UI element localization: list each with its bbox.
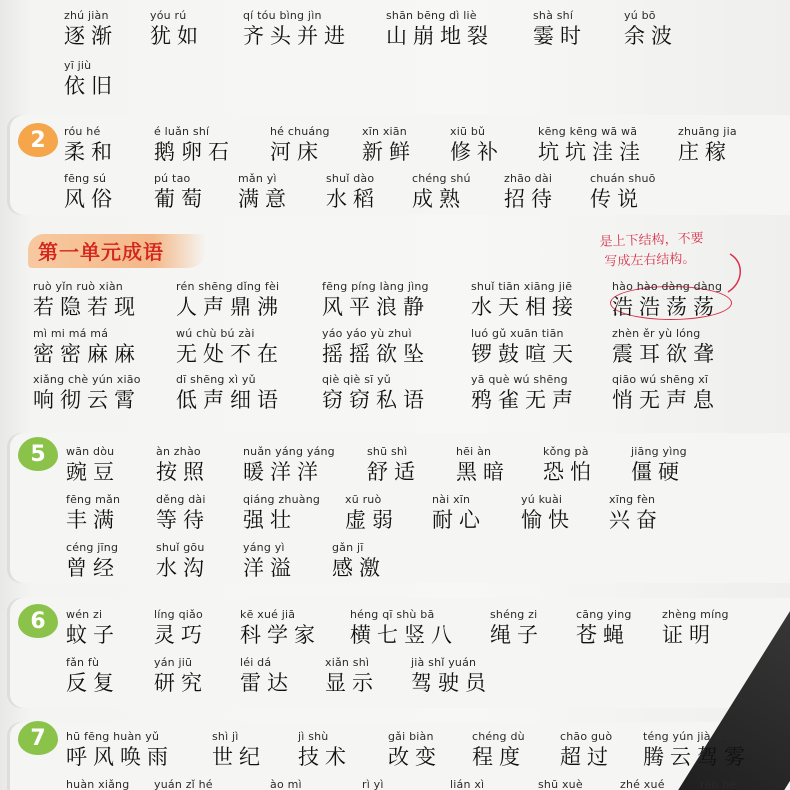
pinyin: yóu rú bbox=[150, 9, 187, 22]
pinyin: děng dài bbox=[156, 493, 206, 506]
hanzi: 齐头并进 bbox=[243, 24, 351, 48]
vocab-word bbox=[624, 9, 678, 49]
vocab-word bbox=[362, 778, 384, 790]
hanzi: 世纪 bbox=[212, 745, 266, 769]
handwritten-note bbox=[599, 229, 704, 273]
vocab-word bbox=[538, 125, 646, 165]
vocab-word bbox=[243, 541, 297, 581]
hanzi: 庄稼 bbox=[678, 140, 732, 164]
vocab-word bbox=[66, 493, 120, 533]
vocab-word bbox=[154, 172, 208, 212]
pinyin: shà shí bbox=[533, 9, 574, 22]
vocab-word bbox=[240, 608, 321, 648]
pinyin: léi dá bbox=[240, 656, 272, 669]
pinyin: chāo guò bbox=[560, 730, 613, 743]
vocab-word bbox=[490, 608, 544, 648]
vocab-word bbox=[64, 125, 118, 165]
pinyin: xīn xiān bbox=[362, 125, 407, 138]
vocab-word bbox=[450, 778, 484, 790]
pinyin: jiāng yìng bbox=[631, 445, 687, 458]
vocab-word bbox=[270, 778, 302, 790]
handwritten-note-line1: 是上下结构，不要 bbox=[599, 231, 704, 250]
pinyin: yán jiū bbox=[154, 656, 193, 669]
pinyin: zhèn ěr yù lóng bbox=[612, 327, 701, 340]
vocab-word bbox=[504, 172, 558, 212]
pinyin: qí tóu bìng jìn bbox=[243, 9, 322, 22]
pinyin: yáo yáo yù zhuì bbox=[322, 327, 412, 340]
vocab-word bbox=[576, 608, 632, 648]
hanzi: 满意 bbox=[238, 187, 292, 211]
idiom-section-title-bg bbox=[28, 234, 206, 268]
vocab-word bbox=[33, 327, 141, 367]
pinyin: fǎn fù bbox=[66, 656, 100, 669]
pinyin: wén zi bbox=[66, 608, 103, 621]
hanzi: 响彻云霄 bbox=[33, 388, 141, 412]
vocab-word bbox=[33, 373, 141, 413]
pinyin: qiè qiè sī yǔ bbox=[322, 373, 391, 386]
vocab-word bbox=[66, 778, 129, 790]
hanzi: 研究 bbox=[154, 671, 208, 695]
hanzi: 耐心 bbox=[432, 508, 486, 532]
vocab-word bbox=[64, 172, 118, 212]
hanzi: 丰满 bbox=[66, 508, 120, 532]
vocab-word bbox=[612, 280, 722, 320]
pinyin: shū shì bbox=[367, 445, 408, 458]
pinyin: rén shēng dǐng fèi bbox=[176, 280, 280, 293]
pinyin: shéng zi bbox=[490, 608, 538, 621]
hanzi: 舒适 bbox=[367, 460, 421, 484]
vocab-word bbox=[243, 445, 335, 485]
pinyin: héng qī shù bā bbox=[350, 608, 435, 621]
pinyin: hēi àn bbox=[456, 445, 492, 458]
hanzi: 鸦雀无声 bbox=[471, 388, 579, 412]
vocab-word bbox=[326, 172, 380, 212]
pinyin: zhé xué bbox=[620, 778, 665, 790]
hanzi: 洋溢 bbox=[243, 556, 297, 580]
hanzi: 反复 bbox=[66, 671, 120, 695]
vocab-word bbox=[450, 125, 504, 165]
hanzi: 显示 bbox=[325, 671, 379, 695]
hanzi: 证明 bbox=[662, 623, 716, 647]
hanzi: 横七竖八 bbox=[350, 623, 458, 647]
pinyin: yī jiù bbox=[64, 59, 92, 72]
hanzi: 水天相接 bbox=[471, 295, 579, 319]
vocab-word bbox=[543, 445, 597, 485]
vocab-word bbox=[590, 172, 656, 212]
vocab-word bbox=[609, 493, 663, 533]
pinyin: jì shù bbox=[298, 730, 329, 743]
pinyin: yú kuài bbox=[521, 493, 563, 506]
vocab-word bbox=[362, 125, 416, 165]
pinyin: qiāo wú shēng xī bbox=[612, 373, 709, 386]
vocab-word bbox=[533, 9, 587, 49]
vocab-word bbox=[631, 445, 687, 485]
hanzi: 风俗 bbox=[64, 187, 118, 211]
pinyin: é luǎn shí bbox=[154, 125, 210, 138]
vocab-word bbox=[521, 493, 575, 533]
pinyin: pú tao bbox=[154, 172, 191, 185]
hanzi: 成熟 bbox=[412, 187, 466, 211]
hanzi: 技术 bbox=[298, 745, 352, 769]
vocab-word bbox=[154, 656, 208, 696]
vocab-word bbox=[66, 656, 120, 696]
pinyin: chuán shuō bbox=[590, 172, 656, 185]
pinyin: shū xuè bbox=[538, 778, 583, 790]
pinyin: mǎn yì bbox=[238, 172, 277, 185]
vocab-word bbox=[456, 445, 510, 485]
hanzi: 摇摇欲坠 bbox=[322, 342, 430, 366]
hanzi: 苍蝇 bbox=[576, 623, 630, 647]
pinyin: shì jì bbox=[212, 730, 239, 743]
pinyin: ào mì bbox=[270, 778, 302, 790]
vocab-word bbox=[240, 656, 294, 696]
hanzi: 科学家 bbox=[240, 623, 321, 647]
pinyin: kēng kēng wā wā bbox=[538, 125, 638, 138]
pinyin: lián xì bbox=[450, 778, 485, 790]
hanzi: 绳子 bbox=[490, 623, 544, 647]
pinyin: céng jīng bbox=[66, 541, 119, 554]
hanzi: 呼风唤雨 bbox=[66, 745, 174, 769]
hanzi: 恐怕 bbox=[543, 460, 597, 484]
vocab-word bbox=[64, 59, 118, 99]
vocab-word bbox=[66, 730, 174, 770]
hanzi: 僵硬 bbox=[631, 460, 685, 484]
pinyin: shuǐ gōu bbox=[156, 541, 205, 554]
idiom-section-title: 第一单元成语 bbox=[38, 240, 164, 264]
hanzi: 等待 bbox=[156, 508, 210, 532]
pinyin: zhú jiàn bbox=[64, 9, 109, 22]
vocab-word bbox=[156, 541, 210, 581]
vocab-word bbox=[176, 327, 284, 367]
vocab-word bbox=[64, 9, 118, 49]
pinyin: xiǎng chè yún xiāo bbox=[33, 373, 141, 386]
vocab-word bbox=[643, 730, 751, 770]
hanzi: 犹如 bbox=[150, 24, 204, 48]
hanzi: 依旧 bbox=[64, 74, 118, 98]
hanzi: 按照 bbox=[156, 460, 210, 484]
hanzi: 鹅卵石 bbox=[154, 140, 235, 164]
vocab-word bbox=[243, 493, 320, 533]
hanzi: 蚊子 bbox=[66, 623, 120, 647]
pinyin: ruò yǐn ruò xiàn bbox=[33, 280, 123, 293]
handwritten-note-line2: 写成左右结构。 bbox=[604, 251, 696, 270]
vocab-word bbox=[332, 541, 386, 581]
vocab-word bbox=[411, 656, 492, 696]
vocab-word bbox=[678, 125, 737, 165]
hanzi: 招待 bbox=[504, 187, 558, 211]
vocab-word bbox=[662, 608, 729, 648]
vocab-word bbox=[471, 373, 579, 413]
vocab-word bbox=[243, 9, 351, 49]
vocab-word bbox=[412, 172, 471, 212]
pinyin: gǎn jī bbox=[332, 541, 364, 554]
hanzi: 程度 bbox=[472, 745, 526, 769]
pinyin: xiū bǔ bbox=[450, 125, 486, 138]
pinyin: wú chù bú zài bbox=[176, 327, 255, 340]
pinyin: hū fēng huàn yǔ bbox=[66, 730, 160, 743]
vocab-word bbox=[350, 608, 458, 648]
hanzi: 浩浩荡荡 bbox=[612, 295, 720, 319]
hanzi: 驾驶员 bbox=[411, 671, 492, 695]
hanzi: 虚弱 bbox=[345, 508, 399, 532]
vocab-word bbox=[472, 730, 526, 770]
hanzi: 人声鼎沸 bbox=[176, 295, 284, 319]
hanzi: 低声细语 bbox=[176, 388, 284, 412]
vocab-word bbox=[298, 730, 352, 770]
hanzi: 腾云驾雾 bbox=[643, 745, 751, 769]
hanzi: 豌豆 bbox=[66, 460, 120, 484]
vocab-word bbox=[367, 445, 421, 485]
vocab-word bbox=[388, 730, 442, 770]
pinyin: fēng mǎn bbox=[66, 493, 121, 506]
hanzi: 风平浪静 bbox=[322, 295, 430, 319]
vocab-word bbox=[560, 730, 614, 770]
vocab-word bbox=[150, 9, 204, 49]
hanzi: 余波 bbox=[624, 24, 678, 48]
hanzi: 兴奋 bbox=[609, 508, 663, 532]
hanzi: 锣鼓喧天 bbox=[471, 342, 579, 366]
hanzi: 新鲜 bbox=[362, 140, 416, 164]
hanzi: 改变 bbox=[388, 745, 442, 769]
vocab-word bbox=[612, 327, 720, 367]
hanzi: 山崩地裂 bbox=[386, 24, 494, 48]
pinyin: hé chuáng bbox=[270, 125, 330, 138]
vocab-word bbox=[156, 445, 210, 485]
lesson-6-badge: 6 bbox=[18, 604, 58, 638]
hanzi: 愉快 bbox=[521, 508, 575, 532]
hanzi: 水沟 bbox=[156, 556, 210, 580]
pinyin: yuán zǐ hé bbox=[154, 778, 213, 790]
vocab-word bbox=[154, 125, 235, 165]
pinyin: yáng yì bbox=[243, 541, 285, 554]
hanzi: 强壮 bbox=[243, 508, 297, 532]
vocab-word bbox=[66, 541, 120, 581]
pinyin: róu hé bbox=[64, 125, 101, 138]
pinyin: yú bō bbox=[624, 9, 656, 22]
pinyin: wān dòu bbox=[66, 445, 115, 458]
hanzi: 窃窃私语 bbox=[322, 388, 430, 412]
pinyin: rén hé bbox=[700, 778, 737, 790]
pinyin: xīng fèn bbox=[609, 493, 656, 506]
vocab-word bbox=[176, 280, 284, 320]
pinyin: chéng dù bbox=[472, 730, 525, 743]
vocab-word bbox=[33, 280, 141, 320]
hanzi: 无处不在 bbox=[176, 342, 284, 366]
pinyin: téng yún jià wù bbox=[643, 730, 731, 743]
pinyin: xū ruò bbox=[345, 493, 382, 506]
hanzi: 河床 bbox=[270, 140, 324, 164]
hanzi: 密密麻麻 bbox=[33, 342, 141, 366]
hanzi: 曾经 bbox=[66, 556, 120, 580]
lesson-5-badge: 5 bbox=[18, 437, 58, 471]
hanzi: 灵巧 bbox=[154, 623, 208, 647]
pinyin: cāng ying bbox=[576, 608, 632, 621]
pinyin: fēng sú bbox=[64, 172, 107, 185]
vocab-word bbox=[322, 373, 430, 413]
pinyin: zhèng míng bbox=[662, 608, 729, 621]
hanzi: 修补 bbox=[450, 140, 504, 164]
vocab-word bbox=[386, 9, 494, 49]
vocab-word bbox=[612, 373, 720, 413]
vocab-word bbox=[322, 280, 430, 320]
pinyin: kǒng pà bbox=[543, 445, 589, 458]
vocab-word bbox=[154, 608, 208, 648]
hanzi: 若隐若现 bbox=[33, 295, 141, 319]
hanzi: 传说 bbox=[590, 187, 644, 211]
vocab-word bbox=[154, 778, 213, 790]
pinyin: dī shēng xì yǔ bbox=[176, 373, 256, 386]
vocab-word bbox=[325, 656, 379, 696]
vocab-word bbox=[700, 778, 736, 790]
pinyin: zhuāng jia bbox=[678, 125, 737, 138]
vocab-word bbox=[432, 493, 486, 533]
vocab-word bbox=[345, 493, 399, 533]
hanzi: 超过 bbox=[560, 745, 614, 769]
pinyin: líng qiǎo bbox=[154, 608, 203, 621]
vocab-word bbox=[66, 445, 120, 485]
pinyin: yā què wú shēng bbox=[471, 373, 568, 386]
pinyin: àn zhào bbox=[156, 445, 201, 458]
pinyin: huàn xiǎng bbox=[66, 778, 130, 790]
vocab-word bbox=[156, 493, 210, 533]
vocab-word bbox=[322, 327, 430, 367]
hanzi: 雷达 bbox=[240, 671, 294, 695]
vocab-word bbox=[212, 730, 266, 770]
pinyin: hào hào dàng dàng bbox=[612, 280, 723, 293]
vocab-word bbox=[620, 778, 665, 790]
pinyin: zhāo dài bbox=[504, 172, 553, 185]
vocab-word bbox=[270, 125, 330, 165]
vocab-word bbox=[538, 778, 583, 790]
hanzi: 逐渐 bbox=[64, 24, 118, 48]
vocab-word bbox=[238, 172, 292, 212]
hanzi: 感激 bbox=[332, 556, 386, 580]
hanzi: 霎时 bbox=[533, 24, 587, 48]
pinyin: shuǐ dào bbox=[326, 172, 375, 185]
vocab-word bbox=[471, 327, 579, 367]
lesson-7-badge: 7 bbox=[18, 721, 58, 755]
vocab-word bbox=[66, 608, 120, 648]
hanzi: 暖洋洋 bbox=[243, 460, 324, 484]
hanzi: 葡萄 bbox=[154, 187, 208, 211]
hanzi: 悄无声息 bbox=[612, 388, 720, 412]
vocab-word bbox=[471, 280, 579, 320]
pinyin: gǎi biàn bbox=[388, 730, 434, 743]
vocab-word bbox=[176, 373, 284, 413]
pinyin: luó gǔ xuān tiān bbox=[471, 327, 564, 340]
pinyin: xiǎn shì bbox=[325, 656, 370, 669]
hanzi: 水稻 bbox=[326, 187, 380, 211]
hanzi: 震耳欲聋 bbox=[612, 342, 720, 366]
lesson-2-badge: 2 bbox=[18, 123, 58, 157]
pinyin: qiáng zhuàng bbox=[243, 493, 321, 506]
pinyin: nuǎn yáng yáng bbox=[243, 445, 335, 458]
pinyin: shuǐ tiān xiāng jiē bbox=[471, 280, 573, 293]
pinyin: kē xué jiā bbox=[240, 608, 296, 621]
pinyin: jià shǐ yuán bbox=[411, 656, 477, 669]
pinyin: nài xīn bbox=[432, 493, 471, 506]
hanzi: 坑坑洼洼 bbox=[538, 140, 646, 164]
hanzi: 柔和 bbox=[64, 140, 118, 164]
pinyin: rì yì bbox=[362, 778, 384, 790]
pinyin: chéng shú bbox=[412, 172, 471, 185]
hanzi: 黑暗 bbox=[456, 460, 510, 484]
pinyin: mì mi má má bbox=[33, 327, 109, 340]
pinyin: fēng píng làng jìng bbox=[322, 280, 429, 293]
pinyin: shān bēng dì liè bbox=[386, 9, 477, 22]
